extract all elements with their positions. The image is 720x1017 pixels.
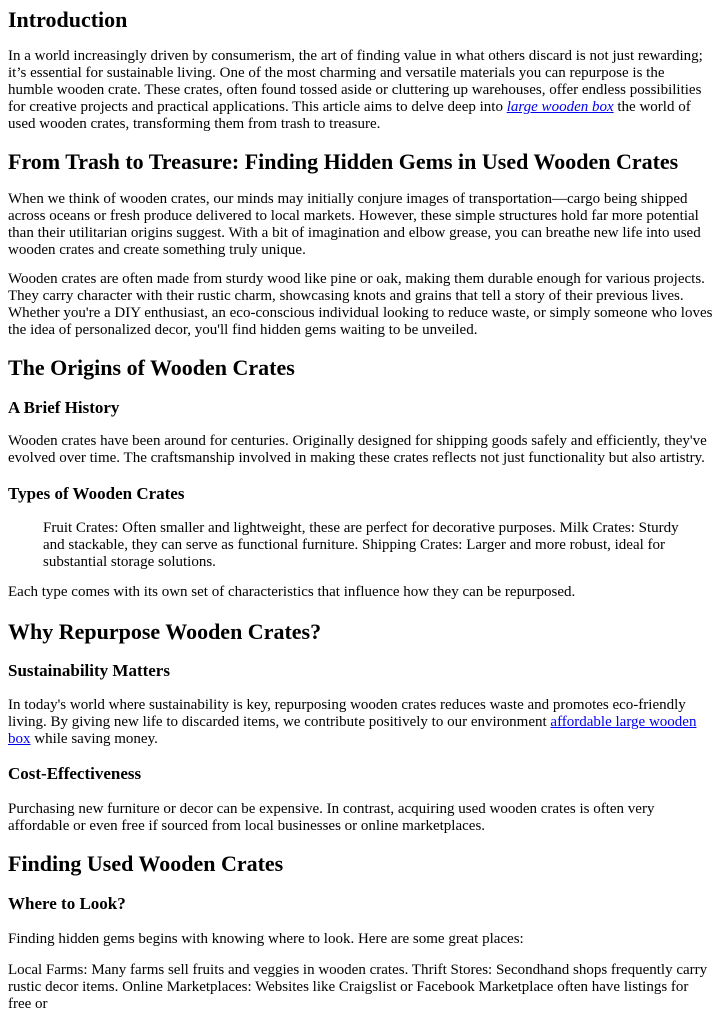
heading-introduction: Introduction [8,7,128,32]
intro-text-before-link: In a world increasingly driven by consumerism, the art of finding value in what others discard is not just rewarding; it’s essential for sustainable living. One of the most charming and versatile materials you can repurpose is the humble wooden crate. These crates, often found tossed aside or cluttering up warehouses, offer endless possibilities for creative projects and practical applications. This article aims to delve deep into [8,48,703,115]
affordable-large-wooden-box-link[interactable]: affordable large wooden box [8,714,697,747]
intro-paragraph [8,48,713,133]
where-to-look-paragraph: Finding hidden gems begins with knowing where to look. Here are some great places: [8,931,524,947]
sustainability-paragraph [8,697,713,748]
heading-types-of-crates: Types of Wooden Crates [8,484,185,503]
crate-types-paragraph: Each type comes with its own set of characteristics that influence how they can be repurposed. [8,584,576,600]
heading-sustainability: Sustainability Matters [8,661,170,680]
heading-finding-crates: Finding Used Wooden Crates [8,851,284,876]
sustainability-text-before-link: In today's world where sustainability is key, repurposing wooden crates reduces waste and promotes eco-friendly living. By giving new life to discarded items, we contribute positively to our environment [8,697,686,730]
sustainability-text-after-link: while saving money. [30,731,158,747]
trash-to-treasure-paragraph-2: Wooden crates are often made from sturdy wood like pine or oak, making them durable enough for various projects. They carry character with their rustic charm, showcasing knots and grains that tell a story of their previous lives. Whether you're a DIY enthusiast, an eco-conscious individual looking to reduce waste, or simply someone who loves the idea of personalized decor, you'll find hidden gems waiting to be unveiled. [8,271,713,338]
heading-origins: The Origins of Wooden Crates [8,355,295,380]
heading-why-repurpose: Why Repurpose Wooden Crates? [8,619,322,644]
history-paragraph: Wooden crates have been around for centuries. Originally designed for shipping goods safely and efficiently, they've evolved over time. The craftsmanship involved in making these crates reflects not just functionality but also artistry. [8,433,707,466]
heading-where-to-look: Where to Look? [8,894,126,913]
trash-to-treasure-paragraph-1: When we think of wooden crates, our minds may initially conjure images of transportation—cargo being shipped across oceans or fresh produce delivered to local markets. However, these simple structures hold far more potential than their utilitarian origins suggest. With a bit of imagination and elbow grease, you can breathe new life into used wooden crates and create something truly unique. [8,191,701,258]
crate-types-blockquote: Fruit Crates: Often smaller and lightweight, these are perfect for decorative purposes. Milk Crates: Sturdy and stackable, they can serve as functional furniture. Shipping Crates: Larger and more robust, ideal for substantial storage solutions. [43,520,679,570]
heading-trash-to-treasure: From Trash to Treasure: Finding Hidden Gems in Used Wooden Crates [8,149,679,174]
cost-effectiveness-paragraph: Purchasing new furniture or decor can be expensive. In contrast, acquiring used wooden crates is often very affordable or even free if sourced from local businesses or online marketplaces. [8,801,655,834]
intro-text-after-link: the world of used wooden crates, transforming them from trash to treasure. [8,99,691,132]
places-paragraph: Local Farms: Many farms sell fruits and veggies in wooden crates. Thrift Stores: Secondhand shops frequently carry rustic decor items. Online Marketplaces: Websites like Craigslist or Facebook Marketplace often have listings for free or [8,962,708,1012]
large-wooden-box-link[interactable]: large wooden box [506,99,614,115]
heading-brief-history: A Brief History [8,398,120,417]
heading-cost-effectiveness: Cost-Effectiveness [8,764,142,783]
